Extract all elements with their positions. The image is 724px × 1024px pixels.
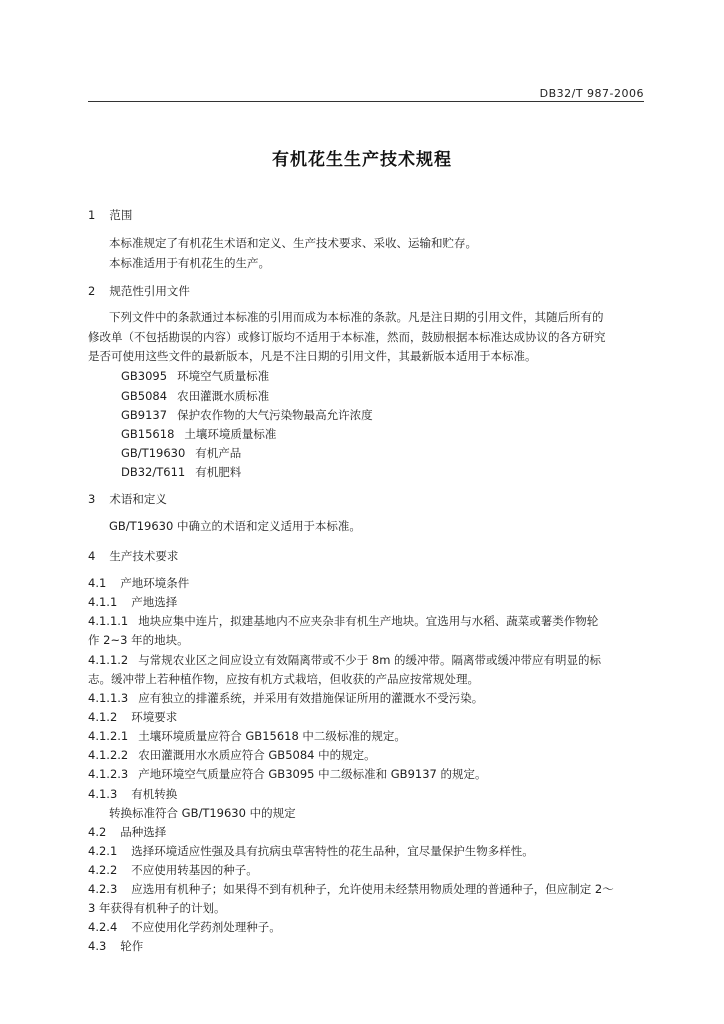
- clause-number: 4.1.2.2: [88, 748, 129, 762]
- reference-code: GB3095: [121, 369, 168, 383]
- reference-name: 土壤环境质量标准: [184, 427, 277, 441]
- reference-name: 保护农作物的大气污染物最高允许浓度: [177, 408, 373, 422]
- section-title: 规范性引用文件: [109, 284, 190, 298]
- clause-text: [88, 881, 614, 897]
- reference-name: 农田灌溉水质标准: [177, 389, 270, 403]
- clause-body: 不应使用转基因的种子。: [131, 863, 258, 877]
- clause-body: 农田灌溉用水水质应符合 GB5084 中的规定。: [138, 748, 376, 762]
- clause-number: 4.2.3: [88, 882, 118, 896]
- clause-text: [88, 690, 483, 706]
- section-3-heading: [88, 491, 167, 507]
- clause-title: 有机转换: [131, 787, 178, 801]
- clause-body: 地块应集中连片，拟建基地内不应夹杂非有机生产地块。宜选用与水稻、蔬菜或薯类作物轮: [138, 614, 599, 628]
- clause-body: 与常规农业区之间应设立有效隔离带或不少于 8m 的缓冲带。隔离带或缓冲带应有明显的标: [138, 653, 602, 667]
- clause-heading: [88, 938, 143, 954]
- reference-name: 有机肥料: [195, 465, 242, 479]
- clause-text: [88, 613, 598, 629]
- clause-text: [88, 919, 281, 935]
- clause-heading: [88, 709, 177, 725]
- clause-body: 选择环境适应性强及具有抗病虫草害特性的花生品种，宜尽量保护生物多样性。: [131, 844, 534, 858]
- reference-code: GB/T19630: [121, 446, 186, 460]
- clause-number: 4.2.4: [88, 920, 118, 934]
- clause-text: [88, 747, 376, 763]
- clause-heading: [88, 594, 177, 610]
- standard-code: DB32/T 987-2006: [539, 87, 644, 100]
- paragraph: 本标准规定了有机花生术语和定义、生产技术要求、采收、运输和贮存。: [109, 236, 477, 250]
- reference-code: GB9137: [121, 408, 168, 422]
- clause-heading: [88, 575, 189, 591]
- paragraph: 本标准适用于有机花生的生产。: [109, 256, 270, 270]
- clause-number: 4.1.2.3: [88, 767, 129, 781]
- paragraph: 转换标准符合 GB/T19630 中的规定: [109, 806, 296, 820]
- clause-continuation: 作 2~3 年的地块。: [88, 633, 189, 647]
- clause-body: 产地环境空气质量应符合 GB3095 中二级标准和 GB9137 的规定。: [138, 767, 487, 781]
- header-rule: [88, 101, 644, 102]
- clause-body: 应选用有机种子；如果得不到有机种子，允许使用未经禁用物质处理的普通种子，但应制定 2～: [131, 882, 614, 896]
- clause-heading: [88, 824, 166, 840]
- clause-title: 轮作: [120, 939, 144, 953]
- section-title: 范围: [109, 208, 133, 222]
- section-number: 1: [88, 208, 96, 222]
- clause-text: [88, 862, 258, 878]
- reference-code: GB5084: [121, 389, 168, 403]
- clause-title: 产地环境条件: [120, 576, 190, 590]
- clause-text: [88, 843, 534, 859]
- clause-title: 品种选择: [120, 825, 167, 839]
- section-4-heading: [88, 548, 178, 564]
- clause-number: 4.2.2: [88, 863, 118, 877]
- clause-continuation: 志。缓冲带上若种植作物，应按有机方式栽培，但收获的产品应按常规处理。: [88, 672, 479, 686]
- clause-title: 产地选择: [131, 595, 178, 609]
- reference-item: [121, 445, 241, 461]
- clause-body: 应有独立的排灌系统，并采用有效措施保证所用的灌溉水不受污染。: [138, 691, 484, 705]
- clause-text: [88, 766, 487, 782]
- reference-item: [121, 464, 241, 480]
- clause-number: 4.3: [88, 939, 107, 953]
- paragraph: 修改单（不包括勘误的内容）或修订版均不适用于本标准，然而，鼓励根据本标准达成协议的各方研究: [88, 330, 606, 344]
- clause-number: 4.1.3: [88, 787, 118, 801]
- clause-text: [88, 652, 601, 668]
- reference-item: [121, 368, 269, 384]
- reference-name: 有机产品: [195, 446, 242, 460]
- paragraph: 是否可使用这些文件的最新版本，凡是不注日期的引用文件，其最新版本适用于本标准。: [88, 349, 537, 363]
- section-1-heading: [88, 207, 132, 223]
- clause-number: 4.1.1: [88, 595, 118, 609]
- clause-body: 不应使用化学药剂处理种子。: [131, 920, 281, 934]
- clause-number: 4.2: [88, 825, 107, 839]
- clause-text: [88, 728, 406, 744]
- reference-item: [121, 426, 276, 442]
- section-2-heading: [88, 283, 190, 299]
- clause-number: 4.1.2.1: [88, 729, 129, 743]
- section-title: 生产技术要求: [109, 549, 179, 563]
- clause-title: 环境要求: [131, 710, 178, 724]
- clause-number: 4.1.1.2: [88, 653, 129, 667]
- clause-number: 4.1: [88, 576, 107, 590]
- clause-heading: [88, 786, 177, 802]
- clause-number: 4.1.2: [88, 710, 118, 724]
- section-number: 2: [88, 284, 96, 298]
- section-title: 术语和定义: [109, 492, 167, 506]
- reference-item: [121, 407, 373, 423]
- section-number: 4: [88, 549, 96, 563]
- document-title: 有机花生生产技术规程: [272, 150, 452, 170]
- clause-body: 土壤环境质量应符合 GB15618 中二级标准的规定。: [138, 729, 406, 743]
- clause-number: 4.2.1: [88, 844, 118, 858]
- clause-number: 4.1.1.3: [88, 691, 129, 705]
- reference-code: GB15618: [121, 427, 175, 441]
- reference-name: 环境空气质量标准: [177, 369, 270, 383]
- paragraph: GB/T19630 中确立的术语和定义适用于本标准。: [109, 519, 361, 533]
- section-number: 3: [88, 492, 96, 506]
- reference-code: DB32/T611: [121, 465, 186, 479]
- paragraph: 下列文件中的条款通过本标准的引用而成为本标准的条款。凡是注日期的引用文件，其随后所有的: [109, 310, 604, 324]
- clause-continuation: 3 年获得有机种子的计划。: [88, 901, 226, 915]
- clause-number: 4.1.1.1: [88, 614, 129, 628]
- reference-item: [121, 388, 269, 404]
